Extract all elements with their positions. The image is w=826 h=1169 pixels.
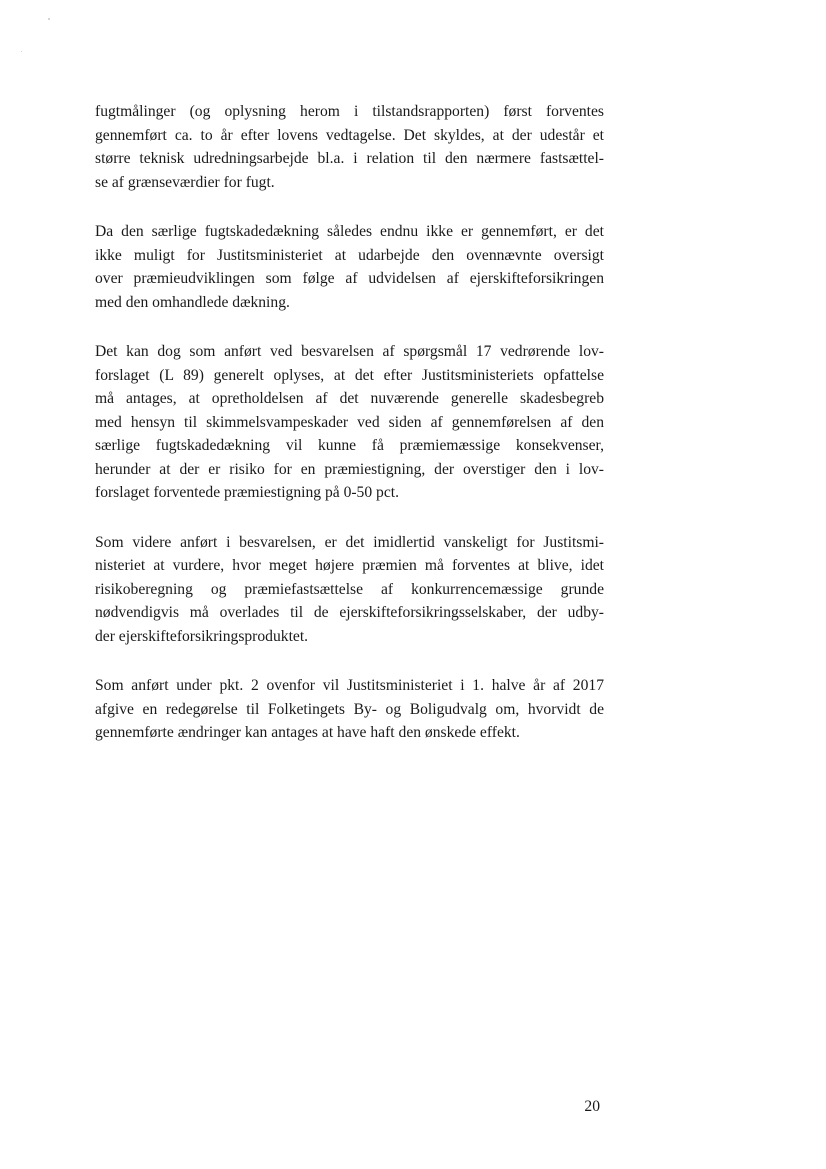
scan-speck [48, 18, 50, 20]
text-line: se af grænseværdier for fugt. [95, 173, 275, 191]
text-line: Som videre anført i besvarelsen, er det imidlertid vanskeligt for Justitsmi- [95, 533, 604, 551]
text-line: der ejerskifteforsikringsproduktet. [95, 627, 309, 645]
text-line: forslaget forventede præmiestigning på 0-50 pct. [95, 484, 399, 501]
paragraph-1 [95, 100, 604, 194]
text-line: fugtmålinger (og oplysning herom i tilstandsrapporten) først forventes [95, 103, 604, 120]
body-text [95, 100, 604, 771]
text-line: gennemført ca. to år efter lovens vedtagelse. Det skyldes, at der udestår et [95, 126, 604, 144]
text-line: risikoberegning og præmiefastsættelse af konkurrencemæssige grunde [95, 580, 604, 598]
text-line: nødvendigvis må overlades til de ejerskifteforsikringsselskaber, der udby- [95, 604, 604, 621]
text-line: må antages, at opretholdelsen af det nuværende generelle skadesbegreb [95, 390, 604, 407]
paragraph-3 [95, 340, 604, 505]
text-line: med den omhandlede dækning. [95, 293, 290, 311]
paragraph-5 [95, 674, 604, 745]
text-line: ikke muligt for Justitsministeriet at udarbejde den ovennævnte oversigt [95, 246, 604, 264]
text-line: gennemførte ændringer kan antages at have haft den ønskede effekt. [95, 724, 520, 741]
text-line: Da den særlige fugtskadedækning således endnu ikke er gennemført, er det [95, 223, 604, 240]
text-line: forslaget (L 89) generelt oplyses, at det efter Justitsministeriets opfattelse [95, 366, 604, 384]
paragraph-4 [95, 531, 604, 649]
text-line: nisteriet at vurdere, hvor meget højere præmien må forventes at blive, idet [95, 557, 604, 574]
paragraph-2 [95, 220, 604, 314]
page-number: 20 [584, 1098, 600, 1115]
text-line: Som anført under pkt. 2 ovenfor vil Justitsministeriet i 1. halve år af 2017 [95, 677, 604, 694]
text-line: Det kan dog som anført ved besvarelsen af spørgsmål 17 vedrørende lov- [95, 343, 604, 360]
text-line: afgive en redegørelse til Folketingets By- og Boligudvalg om, hvorvidt de [95, 700, 604, 718]
text-line: større teknisk udredningsarbejde bl.a. i relation til den nærmere fastsættel- [95, 150, 604, 167]
text-line: herunder at der er risiko for en præmiestigning, der overstiger den i lov- [95, 460, 604, 478]
text-line: over præmieudviklingen som følge af udvidelsen af ejerskifteforsikringen [95, 270, 604, 287]
text-line: særlige fugtskadedækning vil kunne få præmiemæssige konsekvenser, [95, 437, 604, 454]
scan-speck [21, 51, 22, 52]
text-line: med hensyn til skimmelsvampeskader ved siden af gennemførelsen af den [95, 413, 604, 431]
